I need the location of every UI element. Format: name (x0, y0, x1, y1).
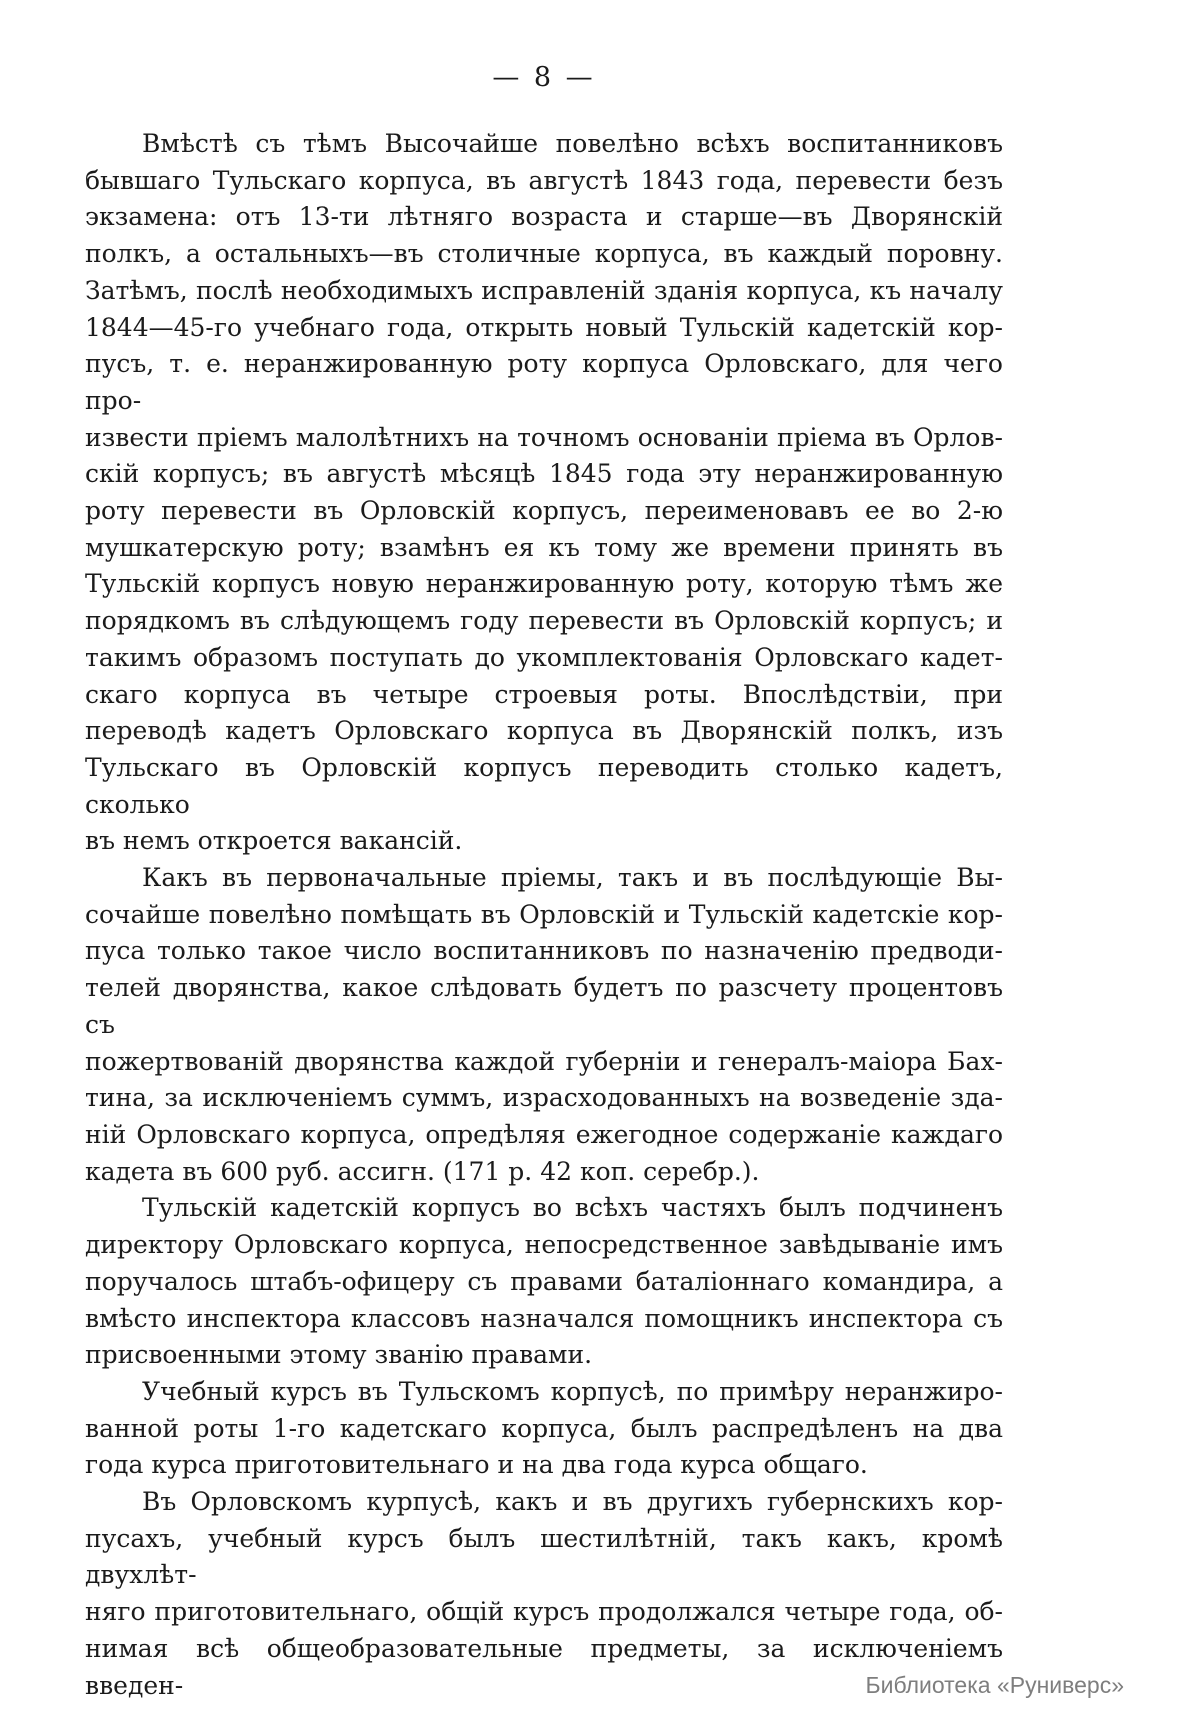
text-line: 1844—45-го учебнаго года, открыть новый Тульскій кадетскій кор- (85, 312, 1003, 342)
page-text (85, 126, 1003, 1704)
text-line: Затѣмъ, послѣ необходимыхъ исправленій зданія корпуса, къ началу (85, 275, 1003, 305)
text-line: Тульскаго въ Орловскій корпусъ переводить столько кадетъ, сколько (85, 752, 1003, 819)
text-line: Какъ въ первоначальные пріемы, такъ и въ послѣдующіе Вы- (142, 863, 1003, 893)
text-line: пусъ, т. е. неранжированную роту корпуса Орловскаго, для чего про- (85, 349, 1003, 415)
text-line: ванной роты 1-го кадетскаго корпуса, былъ распредѣленъ на два (85, 1413, 1003, 1443)
text-line: поручалось штабъ-офицеру съ правами баталіоннаго командира, а (85, 1266, 1003, 1296)
paragraph (85, 1190, 1003, 1374)
text-line: тина, за исключеніемъ суммъ, израсходованныхъ на возведеніе зда- (85, 1083, 1003, 1113)
text-line: полкъ, а остальныхъ—въ столичные корпуса, въ каждый поровну. (85, 239, 1003, 269)
text-line: ній Орловскаго корпуса, опредѣляя ежегодное содержаніе каждаго (85, 1119, 1003, 1149)
text-line: нимая всѣ общеобразовательные предметы, за исключеніемъ введен- (85, 1633, 1003, 1700)
text-line: такимъ образомъ поступать до укомплектованія Орловскаго кадет- (85, 642, 1003, 672)
text-line: няго приготовительнаго, общій курсъ продолжался четыре года, об- (85, 1597, 1003, 1627)
page-number: — 8 — (492, 62, 596, 93)
text-line: бывшаго Тульскаго корпуса, въ августѣ 1843 года, перевести безъ (85, 165, 1003, 195)
paragraph (85, 860, 1003, 1190)
text-line: переводѣ кадетъ Орловскаго корпуса въ Дворянскій полкъ, изъ (85, 716, 1003, 746)
text-line: года курса приготовительнаго и на два года курса общаго. (85, 1450, 868, 1480)
text-line: Въ Орловскомъ курпусѣ, какъ и въ другихъ губернскихъ кор- (142, 1487, 1003, 1517)
text-line: Тульскій корпусъ новую неранжированную роту, которую тѣмъ же (85, 569, 1003, 599)
text-line: пуса только такое число воспитанниковъ по назначенію предводи- (85, 936, 1003, 966)
text-line: Тульскій кадетскій корпусъ во всѣхъ частяхъ былъ подчиненъ (142, 1193, 1003, 1223)
text-line: директору Орловскаго корпуса, непосредственное завѣдываніе имъ (85, 1230, 1003, 1260)
text-line: телей дворянства, какое слѣдовать будетъ по разсчету процентовъ съ (85, 973, 1003, 1039)
text-line: скаго корпуса въ четыре строевыя роты. Впослѣдствіи, при (85, 679, 1003, 709)
text-line: извести пріемъ малолѣтнихъ на точномъ основаніи пріема въ Орлов- (85, 422, 1003, 452)
text-line: присвоенными этому званію правами. (85, 1340, 593, 1370)
watermark-library-label: Библиотека «Руниверс» (865, 1672, 1124, 1698)
text-line: пожертвованій дворянства каждой губерніи и генералъ-маіора Бах- (85, 1046, 1003, 1076)
text-line: экзамена: отъ 13-ти лѣтняго возраста и старше—въ Дворянскій (85, 202, 1003, 232)
text-line: порядкомъ въ слѣдующемъ году перевести въ Орловскій корпусъ; и (85, 606, 1003, 636)
text-line: мушкатерскую роту; взамѣнъ ея къ тому же времени принять въ (85, 532, 1003, 562)
text-line: Вмѣстѣ съ тѣмъ Высочайше повелѣно всѣхъ воспитанниковъ (142, 129, 1003, 158)
paragraph (85, 126, 1003, 860)
text-line: вмѣсто инспектора классовъ назначался помощникъ инспектора съ (85, 1303, 1003, 1333)
text-line: пусахъ, учебный курсъ былъ шестилѣтній, такъ какъ, кромѣ двухлѣт- (85, 1523, 1003, 1590)
text-line: кадета въ 600 руб. ассигн. (171 р. 42 коп. серебр.). (85, 1156, 760, 1186)
text-line: роту перевести въ Орловскій корпусъ, переименовавъ ее во 2-ю (85, 496, 1003, 526)
text-line: скій корпусъ; въ августѣ мѣсяцѣ 1845 года эту неранжированную (85, 459, 1003, 489)
text-line: сочайше повелѣно помѣщать въ Орловскій и Тульскій кадетскіе кор- (85, 899, 1003, 929)
text-line: въ немъ откроется вакансій. (85, 826, 463, 856)
text-line: Учебный курсъ въ Тульскомъ корпусѣ, по примѣру неранжиро- (142, 1376, 1003, 1406)
paragraph (85, 1374, 1003, 1484)
